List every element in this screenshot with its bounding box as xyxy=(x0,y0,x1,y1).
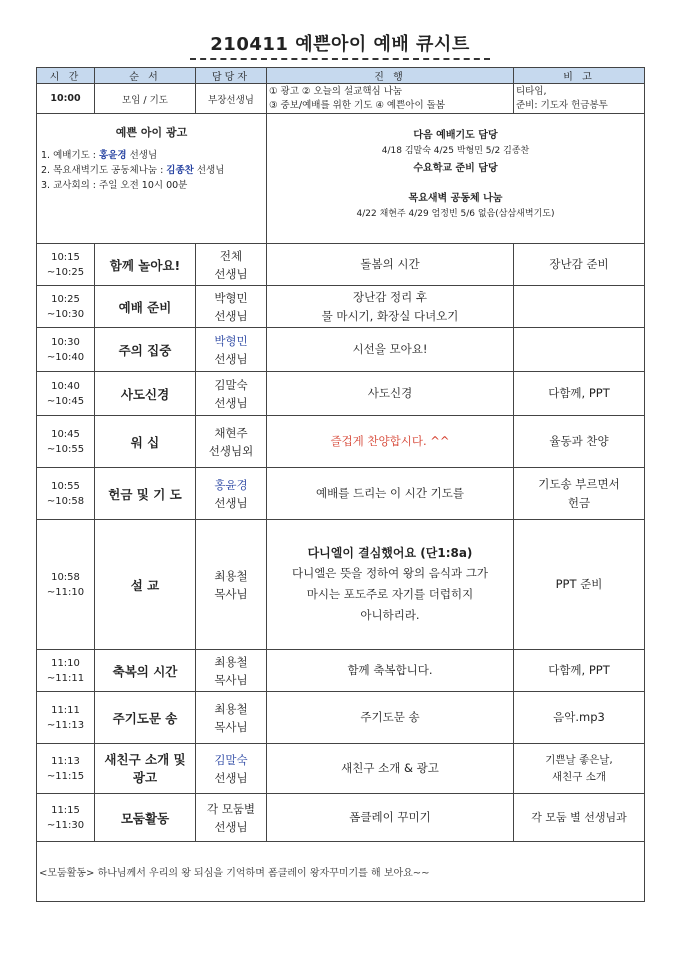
row-remarks: 음악.mp3 xyxy=(514,692,645,744)
row-remarks: 다함께, PPT xyxy=(514,372,645,416)
table-row xyxy=(37,744,645,794)
header-progress: 진 행 xyxy=(267,68,514,84)
opening-remarks-line1: 티타임, xyxy=(516,85,547,97)
announcement-item-1: 1. 예배기도 : 홍윤경 선생님 xyxy=(41,150,158,161)
table-row xyxy=(37,468,645,520)
row-remarks xyxy=(514,286,645,328)
header-order: 순 서 xyxy=(95,68,196,84)
prayer-leader-name: 홍윤경 xyxy=(99,150,127,161)
cue-sheet-table xyxy=(36,67,645,902)
row-progress: 예배를 드리는 이 시간 기도를 xyxy=(267,468,514,520)
row-time: 10:58 ~11:10 xyxy=(37,520,95,650)
announcement-item-3: 3. 교사회의 : 주일 오전 10시 00분 xyxy=(41,180,188,191)
sermon-title: 다니엘이 결심했어요 (단1:8a) xyxy=(307,546,473,560)
row-progress: 돌봄의 시간 xyxy=(267,244,514,286)
header-remarks: 비 고 xyxy=(514,68,645,84)
table-row xyxy=(37,372,645,416)
row-order: 주의 집중 xyxy=(95,328,196,372)
row-time: 10:45 ~10:55 xyxy=(37,416,95,468)
wed-school-title: 수요학교 준비 담당 xyxy=(413,163,498,174)
row-remarks: 율동과 찬양 xyxy=(514,416,645,468)
row-remarks: PPT 준비 xyxy=(514,520,645,650)
row-progress: 시선을 모아요! xyxy=(267,328,514,372)
row-remarks: 각 모둠 별 선생님과 xyxy=(514,794,645,842)
group-activity-note: <모둠활동> 하나님께서 우리의 왕 되심을 기억하며 폼클레이 왕자꾸미기를 해 보아요~~ xyxy=(37,842,645,902)
dawn-sharing-line: 4/22 채현주 4/29 엄정빈 5/6 없음(삼삼새벽기도) xyxy=(356,209,555,219)
table-row xyxy=(37,328,645,372)
row-progress: 사도신경 xyxy=(267,372,514,416)
table-row xyxy=(37,244,645,286)
row-remarks: 장난감 준비 xyxy=(514,244,645,286)
sermon-content xyxy=(267,520,514,650)
header-time: 시 간 xyxy=(37,68,95,84)
opening-remarks-line2: 준비: 기도자 헌금봉투 xyxy=(516,99,608,111)
sermon-verse-line: 마시는 포도주로 자기를 더럽히지 xyxy=(306,587,474,601)
table-row xyxy=(37,650,645,692)
row-time: 10:25 ~10:30 xyxy=(37,286,95,328)
row-order: 헌금 및 기 도 xyxy=(95,468,196,520)
header-person: 담당자 xyxy=(196,68,267,84)
row-time: 11:10 ~11:11 xyxy=(37,650,95,692)
row-person: 각 모둠별 선생님 xyxy=(196,794,267,842)
row-progress: 장난감 정리 후 물 마시기, 화장실 다녀오기 xyxy=(267,286,514,328)
row-remarks xyxy=(514,328,645,372)
opening-progress-line1: ① 광고 ② 오늘의 설교핵심 나눔 xyxy=(269,85,403,97)
row-time: 10:40 ~10:45 xyxy=(37,372,95,416)
table-row xyxy=(37,416,645,468)
sermon-verse-line: 아니하리라. xyxy=(360,608,420,622)
row-remarks: 기도송 부르면서 헌금 xyxy=(514,468,645,520)
row-time: 11:11 ~11:13 xyxy=(37,692,95,744)
page-title: 210411 예쁜아이 예배 큐시트 xyxy=(190,30,490,60)
row-person: 최용철 목사님 xyxy=(196,692,267,744)
row-progress: 새친구 소개 & 광고 xyxy=(267,744,514,794)
row-order: 예배 준비 xyxy=(95,286,196,328)
opening-progress-line2: ③ 중보/예배를 위한 기도 ④ 예쁜아이 돌봄 xyxy=(269,99,446,111)
row-person: 최용철 목사님 xyxy=(196,650,267,692)
table-row xyxy=(37,692,645,744)
row-person: 채현주 선생님외 xyxy=(196,416,267,468)
table-row xyxy=(37,286,645,328)
row-person: 김말숙 선생님 xyxy=(196,372,267,416)
row-person: 전체 선생님 xyxy=(196,244,267,286)
opening-person: 부장선생님 xyxy=(196,84,267,114)
row-time: 11:13 ~11:15 xyxy=(37,744,95,794)
row-order: 워 십 xyxy=(95,416,196,468)
row-order: 새친구 소개 및 광고 xyxy=(95,744,196,794)
row-time: 10:30 ~10:40 xyxy=(37,328,95,372)
next-week-box xyxy=(267,114,645,244)
sermon-row xyxy=(37,520,645,650)
row-time: 11:15 ~11:30 xyxy=(37,794,95,842)
row-order: 주기도문 송 xyxy=(95,692,196,744)
row-remarks: 다함께, PPT xyxy=(514,650,645,692)
row-order: 사도신경 xyxy=(95,372,196,416)
row-progress: 주기도문 송 xyxy=(267,692,514,744)
row-time: 10:55 ~10:58 xyxy=(37,468,95,520)
announcements-title: 예쁜 아이 광고 xyxy=(115,126,188,139)
opening-remarks xyxy=(514,84,645,114)
table-row xyxy=(37,794,645,842)
opening-order: 모임 / 기도 xyxy=(95,84,196,114)
row-person: 박형민 선생님 xyxy=(196,286,267,328)
opening-progress xyxy=(267,84,514,114)
row-remarks: 기쁜날 좋은날, 새친구 소개 xyxy=(514,744,645,794)
dawn-sharing-title: 목요새벽 공동체 나눔 xyxy=(408,193,503,204)
opening-row xyxy=(37,84,645,114)
announcement-row xyxy=(37,114,645,244)
row-person: 박형민 선생님 xyxy=(196,328,267,372)
row-order: 설 교 xyxy=(95,520,196,650)
row-progress: 즐겁게 찬양합시다. ^^ xyxy=(267,416,514,468)
row-person: 김말숙 선생님 xyxy=(196,744,267,794)
row-progress: 함께 축복합니다. xyxy=(267,650,514,692)
footer-row xyxy=(37,842,645,902)
announcements-box xyxy=(37,114,267,244)
dawn-sharing-name: 김종찬 xyxy=(166,165,194,176)
row-progress: 폼클레이 꾸미기 xyxy=(267,794,514,842)
row-order: 축복의 시간 xyxy=(95,650,196,692)
row-person: 최용철 목사님 xyxy=(196,520,267,650)
row-person: 홍윤경 선생님 xyxy=(196,468,267,520)
row-order: 모둠활동 xyxy=(95,794,196,842)
sermon-verse-line: 다니엘은 뜻을 정하여 왕의 음식과 그가 xyxy=(291,566,489,580)
opening-time: 10:00 xyxy=(37,84,95,114)
row-order: 함께 놀아요! xyxy=(95,244,196,286)
announcement-item-2: 2. 목요새벽기도 공동체나눔 : 김종찬 선생님 xyxy=(41,165,225,176)
next-prayer-title: 다음 예배기도 담당 xyxy=(413,130,498,141)
row-time: 10:15 ~10:25 xyxy=(37,244,95,286)
next-prayer-line: 4/18 김말숙 4/25 박형민 5/2 김종찬 xyxy=(381,146,530,156)
header-row xyxy=(37,68,645,84)
